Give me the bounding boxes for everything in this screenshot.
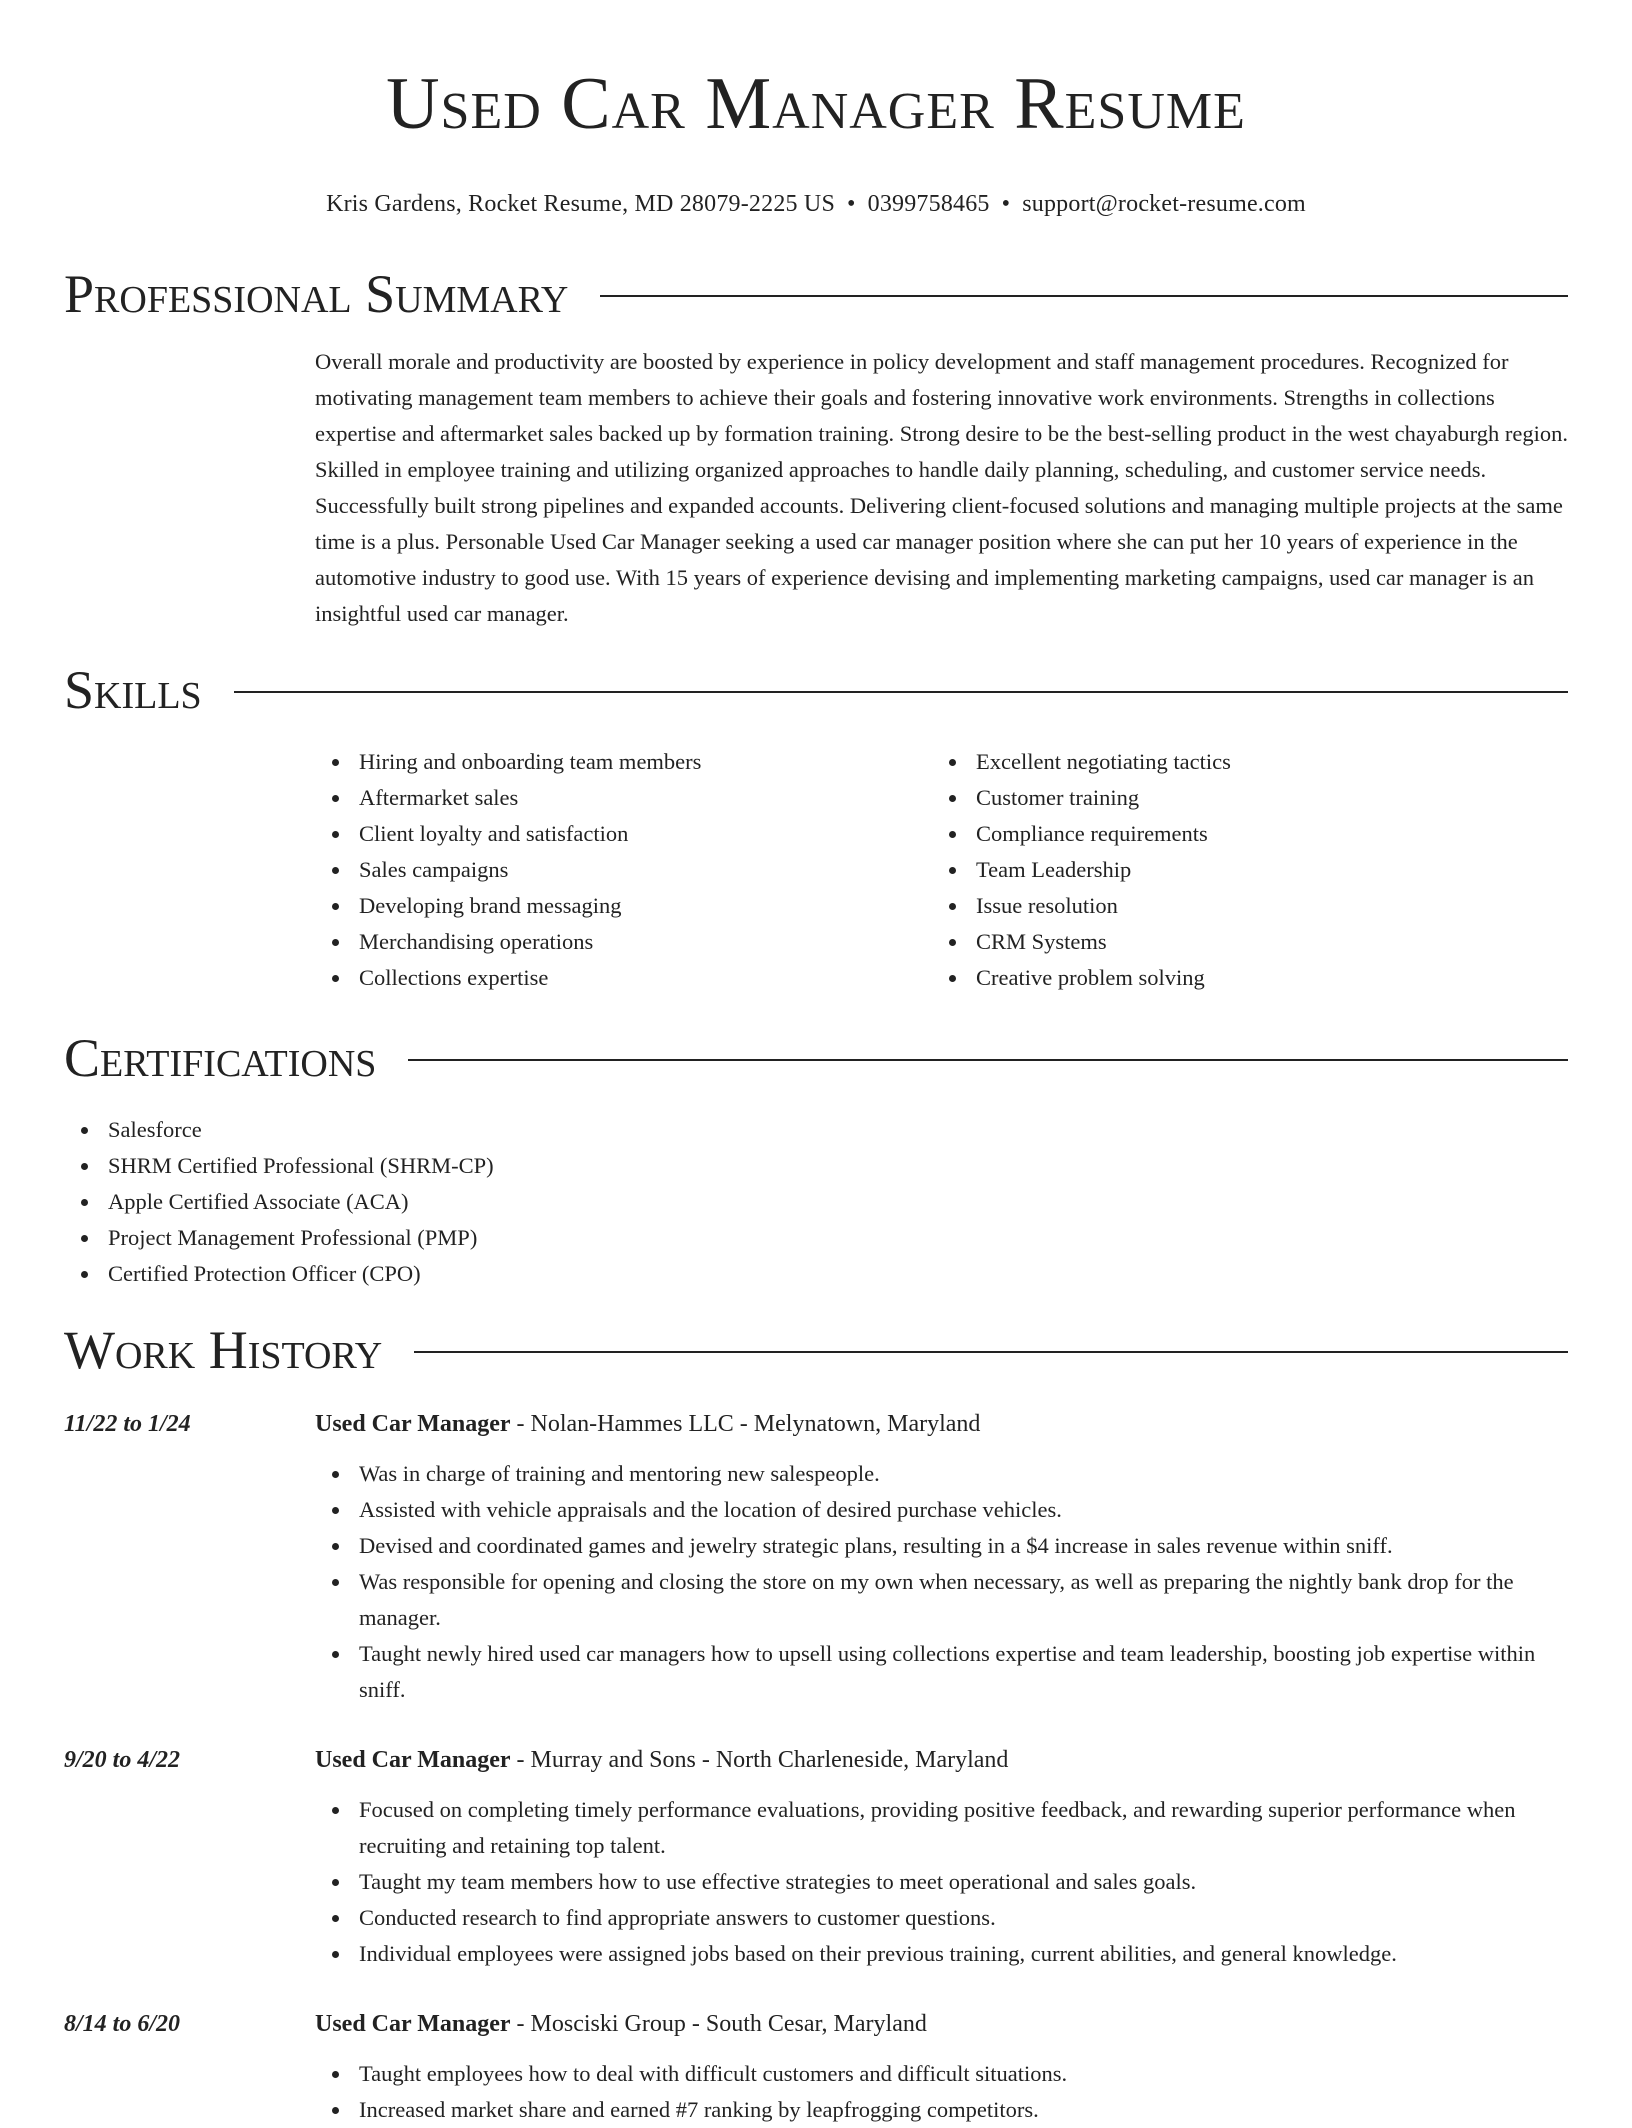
certification-item: Apple Certified Associate (ACA) [64,1184,1568,1220]
skill-item: Compliance requirements [932,816,1549,852]
job-bullet: Individual employees were assigned jobs based on their previous training, current abilities, and general knowledge. [315,1936,1568,1972]
job-bullet: Was responsible for opening and closing the store on my own when necessary, as well as preparing the nightly bank drop for the manager. [315,1564,1568,1636]
skills-list-right [932,744,1549,996]
job-bullet: Was in charge of training and mentoring new salespeople. [315,1456,1568,1492]
skill-item: Client loyalty and satisfaction [315,816,932,852]
job-bullet: Taught my team members how to use effective strategies to meet operational and sales goals. [315,1864,1568,1900]
job-dates: 8/14 to 6/20 [64,2011,181,2037]
job-dates: 11/22 to 1/24 [64,1411,191,1437]
skill-item: Developing brand messaging [315,888,932,924]
job-bullets [315,1456,1568,1708]
section-divider [600,295,1568,297]
resume-title: Used Car Manager Resume [386,63,1246,145]
job-bullet: Focused on completing timely performance evaluations, providing positive feedback, and rewarding superior performance when recruiting and retaining top talent. [315,1792,1568,1864]
contact-separator: • [847,191,856,217]
job-bullet: Increased market share and earned #7 ranking by leapfrogging competitors. [315,2092,1568,2128]
certifications-heading: Certifications [64,1028,377,1088]
job-bullets [315,1792,1568,1972]
job-title: Used Car Manager [315,1747,511,1773]
certification-item: Project Management Professional (PMP) [64,1220,1568,1256]
job-details: - Nolan-Hammes LLC - Melynatown, Maryland [510,1411,981,1437]
job-entry [64,1406,1568,1708]
certification-item: Certified Protection Officer (CPO) [64,1256,1568,1292]
skill-item: Team Leadership [932,852,1549,888]
job-details: - Murray and Sons - North Charleneside, Maryland [510,1747,1009,1773]
skill-item: Hiring and onboarding team members [315,744,932,780]
skill-item: Issue resolution [932,888,1549,924]
skills-heading: Skills [64,660,202,720]
skill-item: Sales campaigns [315,852,932,888]
skills-section-header [64,658,1568,722]
contact-separator: • [1001,191,1011,217]
job-entry [64,2006,1568,2128]
job-entry [64,1742,1568,1972]
job-title: Used Car Manager [315,1411,511,1437]
skill-item: Customer training [932,780,1549,816]
contact-line [64,188,1568,220]
job-details: - Mosciski Group - South Cesar, Maryland [510,2011,927,2037]
work-history-section-header [64,1318,1568,1382]
section-divider [234,691,1568,693]
contact-email: support@rocket-resume.com [1022,191,1306,217]
section-divider [414,1351,1568,1353]
skill-item: Excellent negotiating tactics [932,744,1549,780]
skill-item: CRM Systems [932,924,1549,960]
skill-item: Creative problem solving [932,960,1549,996]
skills-list-left [315,744,932,996]
skills-grid [315,744,1568,996]
job-title-line [315,2006,1568,2042]
job-bullet: Devised and coordinated games and jewelry strategic plans, resulting in a $4 increase in sales revenue within sniff. [315,1528,1568,1564]
certifications-list [64,1112,1568,1292]
job-title-line [315,1406,1568,1442]
summary-text: Overall morale and productivity are boosted by experience in policy development and staff management procedures. Recognized for motivating management team members to achieve their goals and fostering innovative work environments. Strengths in collections expertise and aftermarket sales backed up by formation training. Strong desire to be the best-selling product in the west chayaburgh region. Skilled in employee training and utilizing organized approaches to handle daily planning, scheduling, and customer service needs. Successfully built strong pipelines and expanded accounts. Delivering client-focused solutions and managing multiple projects at the same time is a plus. Personable Used Car Manager seeking a used car manager position where she can put her 10 years of experience in the automotive industry to good use. With 15 years of experience devising and implementing marketing campaigns, used car manager is an insightful used car manager. [315,349,1568,626]
job-bullet: Taught newly hired used car managers how to upsell using collections expertise and team leadership, boosting job expertise within sniff. [315,1636,1568,1708]
job-title-line [315,1742,1568,1778]
summary-section-header [64,262,1568,326]
certification-item: SHRM Certified Professional (SHRM-CP) [64,1148,1568,1184]
job-title: Used Car Manager [315,2011,511,2037]
job-body [315,2006,1568,2128]
contact-phone: 0399758465 [867,191,990,217]
skill-item: Merchandising operations [315,924,932,960]
job-dates: 9/20 to 4/22 [64,1747,181,1773]
job-bullet: Assisted with vehicle appraisals and the location of desired purchase vehicles. [315,1492,1568,1528]
certifications-section-header [64,1026,1568,1090]
contact-address: Kris Gardens, Rocket Resume, MD 28079-2225 US [326,191,836,217]
certification-item: Salesforce [64,1112,1568,1148]
summary-heading: Professional Summary [64,264,569,324]
job-bullet: Taught employees how to deal with difficult customers and difficult situations. [315,2056,1568,2092]
job-body [315,1742,1568,1972]
job-bullets [315,2056,1568,2128]
work-history-heading: Work History [64,1320,383,1380]
job-bullet: Conducted research to find appropriate answers to customer questions. [315,1900,1568,1936]
section-divider [408,1059,1568,1061]
skill-item: Aftermarket sales [315,780,932,816]
job-body [315,1406,1568,1708]
skill-item: Collections expertise [315,960,932,996]
